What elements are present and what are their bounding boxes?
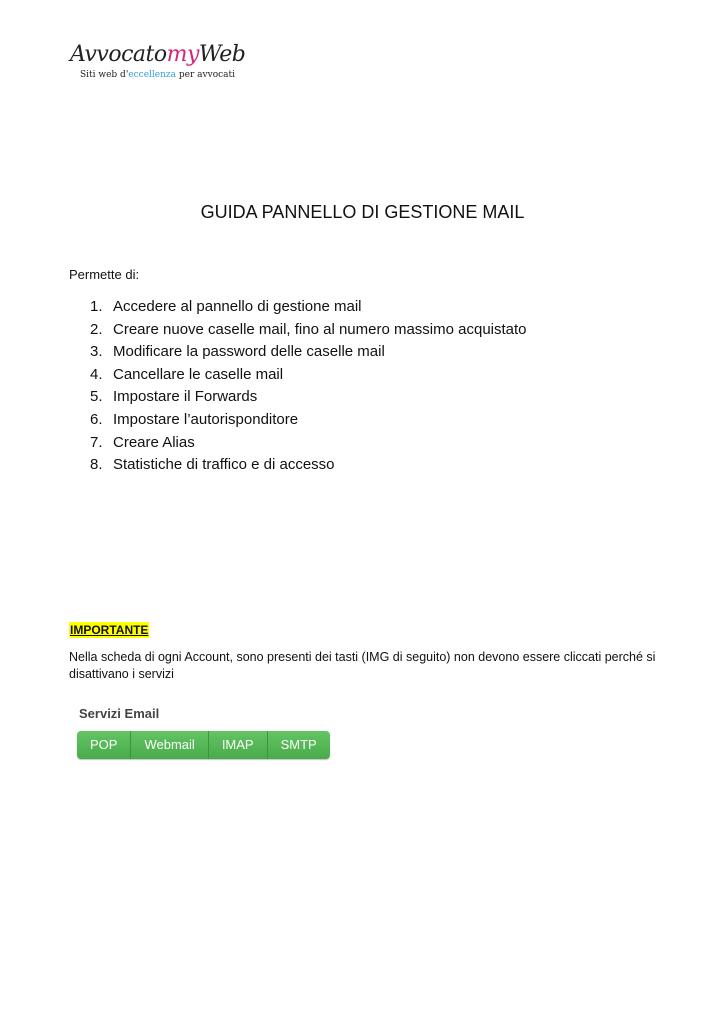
imap-button[interactable]: IMAP (209, 731, 268, 759)
intro-text: Permette di: (69, 267, 140, 282)
list-item: 7. Creare Alias (90, 433, 195, 451)
list-item: 1. Accedere al pannello di gestione mail (90, 298, 362, 315)
list-item: 6. Impostare l’autorisponditore (90, 410, 299, 428)
logo (70, 42, 260, 88)
smtp-button[interactable]: SMTP (268, 731, 330, 759)
services-button-group (77, 731, 330, 759)
webmail-button[interactable]: Webmail (131, 731, 208, 759)
feature-list (90, 296, 527, 477)
list-item: 4. Cancellare le caselle mail (90, 365, 284, 383)
services-title: Servizi Email (79, 706, 160, 721)
logo-wordmark: AvvocatomyWeb (70, 42, 246, 67)
list-item: 8. Statistiche di traffico e di accesso (90, 456, 335, 474)
list-item: 2. Creare nuove caselle mail, fino al numero massimo acquistato (90, 320, 527, 338)
important-note: Nella scheda di ogni Account, sono presenti dei tasti (IMG di seguito) non devono essere cliccati perché si disattivano i servizi (69, 650, 656, 681)
logo-tagline: Siti web d'eccellenza per avvocati (80, 70, 236, 80)
pop-button[interactable]: POP (77, 731, 131, 759)
list-item: 3. Modificare la password delle caselle mail (90, 343, 385, 361)
important-label: IMPORTANTE (70, 623, 149, 637)
page-title: GUIDA PANNELLO DI GESTIONE MAIL (200, 202, 525, 222)
list-item: 5. Impostare il Forwards (90, 388, 258, 406)
